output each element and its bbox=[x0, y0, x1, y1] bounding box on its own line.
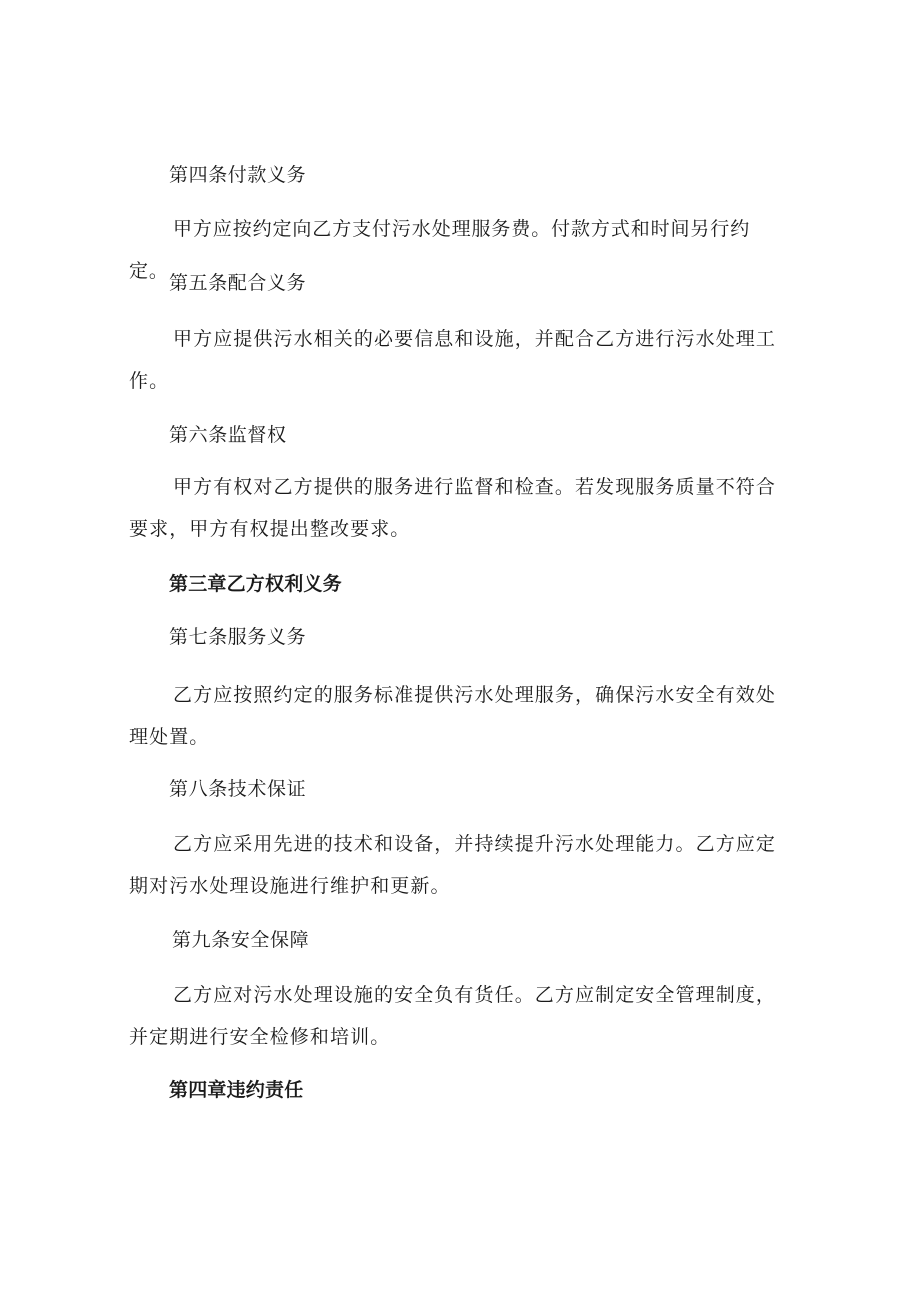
article-6-body: 甲方有权对乙方提供的服务进行监督和检查。若发现服务质量不符合要求，甲方有权提出整改要求。 bbox=[129, 476, 777, 540]
article-4-body: 甲方应按约定向乙方支付污水处理服务费。付款方式和时间另行约定。 bbox=[129, 218, 751, 282]
article-5-title: 第五条配合义务 bbox=[169, 272, 307, 294]
article-6-title: 第六条监督权 bbox=[169, 424, 287, 446]
article-8-body: 乙方应采用先进的技术和设备，并持续提升污水处理能力。乙方应定期对污水处理设施进行维护和更新。 bbox=[129, 833, 777, 897]
article-8-title: 第八条技术保证 bbox=[169, 778, 307, 800]
chapter-3-title: 第三章乙方权利义务 bbox=[169, 573, 342, 595]
article-9-body: 乙方应对污水处理设施的安全负有货任。乙方应制定安全管理制度，并定期进行安全检修和培训。 bbox=[129, 984, 777, 1048]
article-7-title: 第七条服务义务 bbox=[169, 626, 307, 648]
chapter-4-title: 第四章违约责任 bbox=[169, 1079, 304, 1101]
article-9-title: 第九条安全保障 bbox=[172, 929, 310, 951]
article-5-body: 甲方应提供污水相关的必要信息和设施，并配合乙方进行污水处理工作。 bbox=[129, 328, 777, 392]
article-7-body: 乙方应按照约定的服务标准提供污水处理服务，确保污水安全有效处理处置。 bbox=[129, 684, 777, 748]
article-4-title: 第四条付款义务 bbox=[169, 164, 307, 186]
